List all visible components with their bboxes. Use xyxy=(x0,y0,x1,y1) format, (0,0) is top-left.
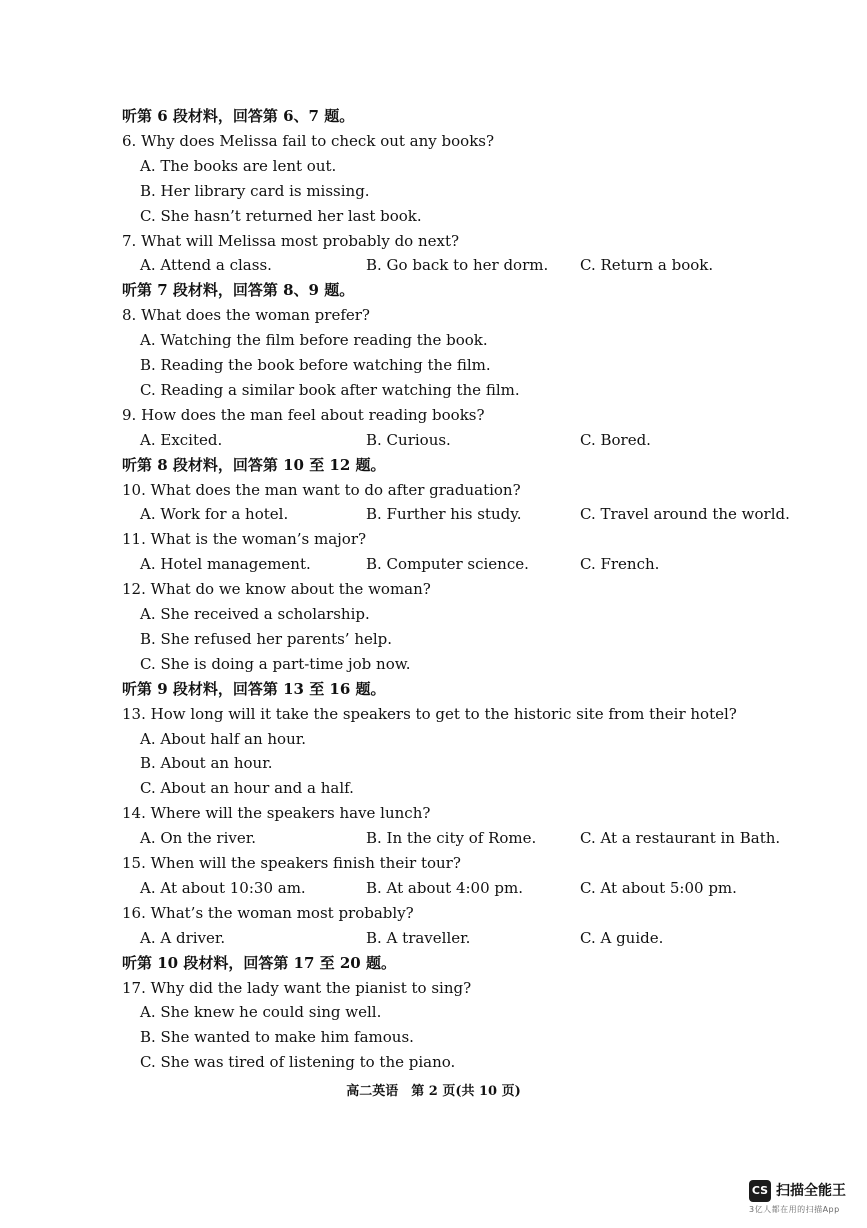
option-b: B. In the city of Rome. xyxy=(366,829,537,848)
section-heading: 听第 7 段材料，回答第 8、9 题。 xyxy=(122,281,355,300)
option-text: B. She wanted to make him famous. xyxy=(140,1028,414,1047)
question-text: 11. What is the woman’s major? xyxy=(122,530,367,549)
option-b: B. At about 4:00 pm. xyxy=(366,878,524,897)
option-text: A. About half an hour. xyxy=(140,729,307,748)
option-b: B. Further his study. xyxy=(366,505,522,524)
option-c: C. A guide. xyxy=(580,928,664,947)
option-b: B. Curious. xyxy=(366,430,451,449)
option-text: B. She refused her parents’ help. xyxy=(140,629,393,648)
section-heading: 听第 6 段材料，回答第 6、7 题。 xyxy=(122,107,355,125)
option-c: C. Bored. xyxy=(580,430,651,449)
option-c: C. Return a book. xyxy=(580,256,714,275)
option-row xyxy=(0,502,867,526)
option-text: A. Watching the film before reading the book. xyxy=(140,331,488,350)
option-a: A. Excited. xyxy=(140,430,223,449)
section-heading: 听第 9 段材料，回答第 13 至 16 题。 xyxy=(122,679,386,698)
option-text: B. About an hour. xyxy=(140,754,273,773)
option-row xyxy=(0,253,867,277)
option-row xyxy=(0,826,867,850)
option-c: C. At a restaurant in Bath. xyxy=(580,829,781,848)
option-text: C. Reading a similar book after watching the film. xyxy=(140,380,520,399)
option-text: B. Reading the book before watching the film. xyxy=(140,356,491,374)
option-row xyxy=(0,926,867,950)
question-text: 7. What will Melissa most probably do next? xyxy=(122,231,460,250)
option-text: A. The books are lent out. xyxy=(140,156,337,175)
option-b: B. A traveller. xyxy=(366,928,471,947)
option-text: C. She was tired of listening to the piano. xyxy=(140,1053,456,1072)
option-c: C. Travel around the world. xyxy=(580,505,790,524)
option-text: A. She received a scholarship. xyxy=(140,605,370,623)
camscanner-logo-icon: CS xyxy=(749,1180,771,1202)
question-text: 15. When will the speakers finish their tour? xyxy=(122,854,461,872)
option-row xyxy=(0,552,867,576)
option-a: A. Attend a class. xyxy=(140,256,272,275)
page-footer: 高二英语 第 2 页(共 10 页) xyxy=(346,1084,521,1099)
question-text: 10. What does the man want to do after graduation? xyxy=(122,480,521,499)
option-row xyxy=(0,428,867,452)
camscanner-name: 扫描全能王 xyxy=(776,1183,846,1199)
section-heading: 听第 10 段材料，回答第 17 至 20 题。 xyxy=(122,953,396,972)
option-c: C. At about 5:00 pm. xyxy=(580,878,737,897)
option-text: C. She hasn’t returned her last book. xyxy=(140,206,422,225)
camscanner-tagline: 3亿人都在用的扫描App xyxy=(749,1205,840,1214)
option-text: A. She knew he could sing well. xyxy=(140,1003,382,1022)
option-a: A. Work for a hotel. xyxy=(140,505,289,524)
option-a: A. Hotel management. xyxy=(140,555,311,574)
option-a: A. At about 10:30 am. xyxy=(140,878,306,897)
question-text: 12. What do we know about the woman? xyxy=(122,580,431,599)
option-a: A. A driver. xyxy=(140,928,226,947)
option-text: C. About an hour and a half. xyxy=(140,779,354,798)
question-text: 8. What does the woman prefer? xyxy=(122,306,370,325)
option-text: B. Her library card is missing. xyxy=(140,181,370,200)
question-text: 9. How does the man feel about reading books? xyxy=(122,405,485,424)
question-text: 6. Why does Melissa fail to check out any books? xyxy=(122,131,495,150)
option-text: C. She is doing a part-time job now. xyxy=(140,654,411,673)
question-text: 17. Why did the lady want the pianist to sing? xyxy=(122,978,472,997)
question-text: 14. Where will the speakers have lunch? xyxy=(122,804,431,823)
option-c: C. French. xyxy=(580,555,660,574)
option-b: B. Go back to her dorm. xyxy=(366,256,549,275)
question-text: 16. What’s the woman most probably? xyxy=(122,903,414,922)
option-b: B. Computer science. xyxy=(366,555,529,574)
question-text: 13. How long will it take the speakers to get to the historic site from their hotel? xyxy=(122,704,737,723)
option-row xyxy=(0,876,867,900)
option-a: A. On the river. xyxy=(140,829,257,848)
section-heading: 听第 8 段材料，回答第 10 至 12 题。 xyxy=(122,455,386,474)
